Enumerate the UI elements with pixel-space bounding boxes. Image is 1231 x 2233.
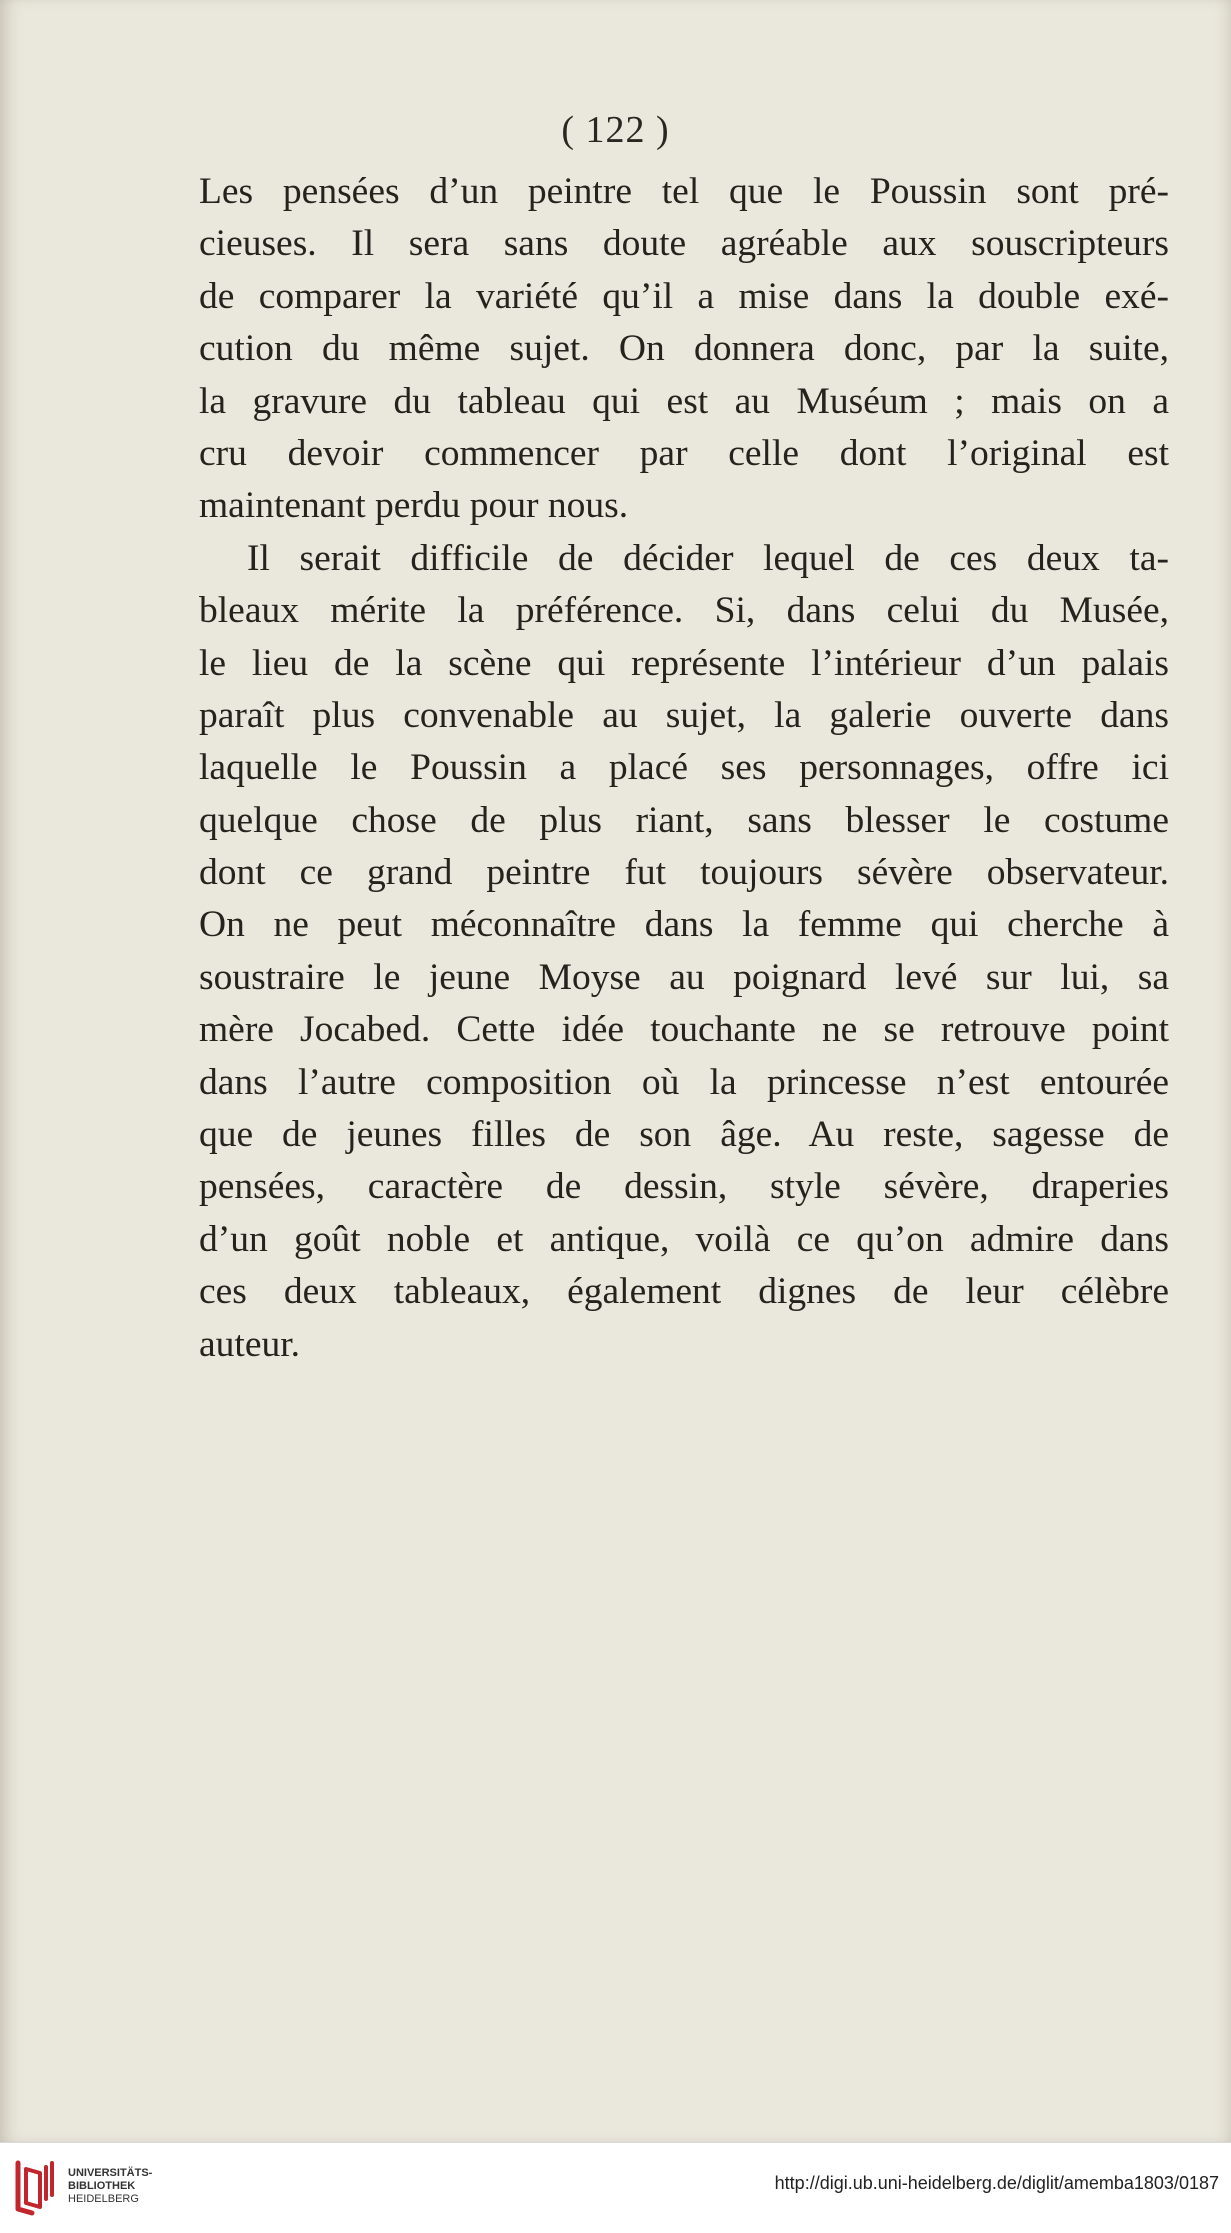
text-line: maintenant perdu pour nous. [199,485,629,527]
text-line: la gravure du tableau qui est au Muséum ; mais on a [199,380,1169,422]
text-line: ces deux tableaux, également dignes de leur célèbre [199,1271,1169,1313]
text-line: d’un goût noble et antique, voilà ce qu’on admire dans [199,1218,1169,1260]
text-line: quelque chose de plus riant, sans blesser le costume [199,799,1169,841]
university-library-logo-icon [12,2159,60,2217]
text-line: paraît plus convenable au sujet, la galerie ouverte dans [199,694,1169,736]
page-body [199,166,1169,1371]
text-line: Les pensées d’un peintre tel que le Poussin sont pré- [199,171,1169,212]
text-line: cru devoir commencer par celle dont l’original est [199,432,1169,474]
permalink-url[interactable]: http://digi.ub.uni-heidelberg.de/diglit/amemba1803/0187 [774,2173,1219,2193]
text-line: que de jeunes filles de son âge. Au reste, sagesse de [199,1114,1169,1156]
page-number: ( 122 ) [561,109,670,151]
library-name [68,2167,152,2206]
text-line: dans l’autre composition où la princesse n’est entourée [199,1061,1169,1103]
text-line: cution du même sujet. On donnera donc, par la suite, [199,328,1169,370]
library-name-line: HEIDELBERG [68,2193,139,2205]
text-line: auteur. [199,1323,301,1365]
text-line: dont ce grand peintre fut toujours sévère observateur. [199,852,1169,894]
text-line: laquelle le Poussin a placé ses personnages, offre ici [199,747,1169,789]
text-line: On ne peut méconnaître dans la femme qui cherche à [199,904,1169,946]
library-name-line: UNIVERSITÄTS- [68,2167,153,2179]
library-name-line: BIBLIOTHEK [68,2180,136,2192]
text-line: le lieu de la scène qui représente l’intérieur d’un palais [199,642,1169,684]
text-line: cieuses. Il sera sans doute agréable aux souscripteurs [199,223,1169,265]
text-line: bleaux mérite la préférence. Si, dans celui du Musée, [199,590,1169,632]
viewer-footer [0,2142,1231,2233]
text-line: de comparer la variété qu’il a mise dans la double exé- [199,275,1169,317]
text-line: Il serait difficile de décider lequel de ces deux ta- [247,537,1169,579]
text-line: soustraire le jeune Moyse au poignard levé sur lui, sa [199,956,1169,998]
text-line: mère Jocabed. Cette idée touchante ne se retrouve point [199,1009,1169,1051]
text-line: pensées, caractère de dessin, style sévère, draperies [199,1166,1169,1208]
